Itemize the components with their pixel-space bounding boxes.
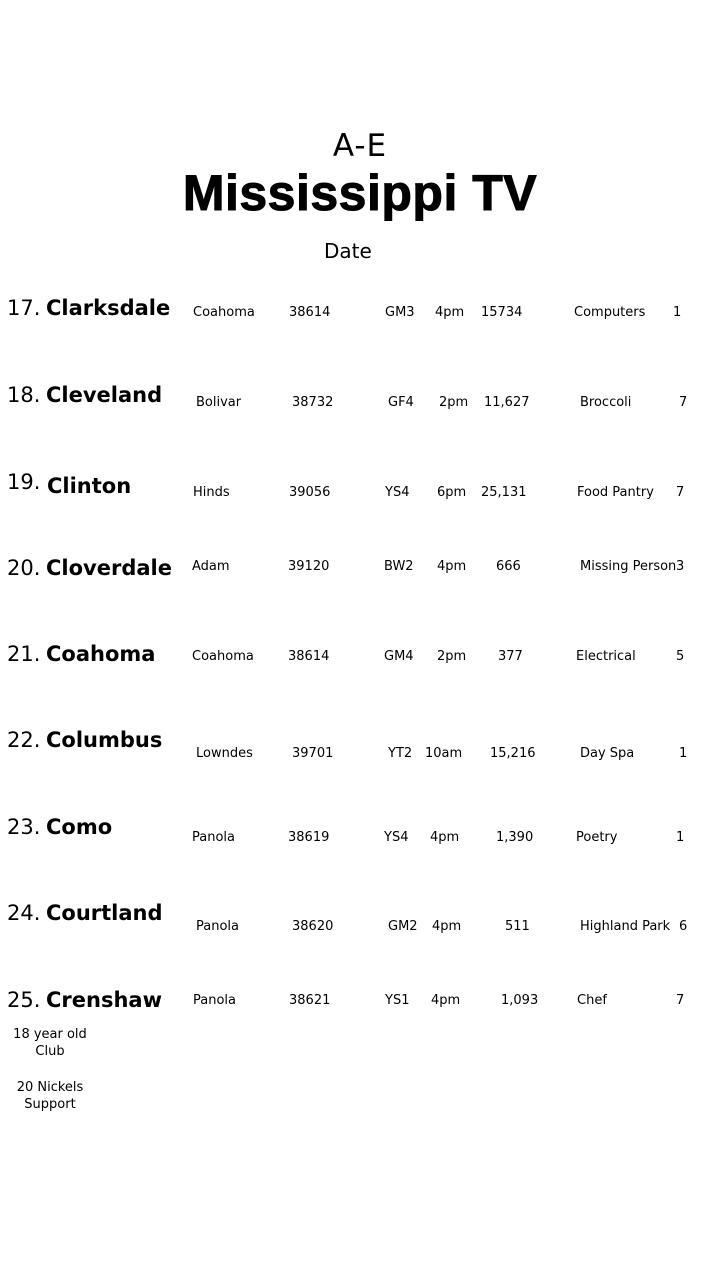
rank: 3: [676, 559, 685, 574]
population: 666: [496, 559, 521, 574]
code: GM2: [388, 919, 418, 934]
note-club: [8, 1026, 92, 1060]
row-number: 22.: [7, 728, 41, 752]
time: 2pm: [437, 649, 467, 664]
row-number: 24.: [7, 901, 41, 925]
population: 377: [498, 649, 523, 664]
rank: 1: [673, 305, 682, 320]
time: 4pm: [431, 993, 461, 1008]
population: 1,390: [496, 830, 534, 845]
rank: 7: [676, 485, 685, 500]
rank: 1: [679, 746, 688, 761]
zip-code: 39056: [289, 485, 331, 500]
topic: Chef: [577, 993, 607, 1008]
population: 15734: [481, 305, 523, 320]
zip-code: 39701: [292, 746, 334, 761]
table-row: [0, 296, 720, 336]
note-club-line1: 18 year old: [13, 1027, 87, 1042]
zip-code: 38620: [292, 919, 334, 934]
city-name: Cleveland: [46, 383, 163, 407]
population: 15,216: [490, 746, 536, 761]
rank: 6: [679, 919, 688, 934]
table-row: [0, 728, 720, 768]
note-support-line1: 20 Nickels: [16, 1080, 84, 1095]
zip-code: 38614: [288, 649, 330, 664]
population: 1,093: [501, 993, 539, 1008]
city-name: Courtland: [46, 901, 163, 925]
page-subtitle: A-E: [332, 128, 388, 164]
zip-code: 38619: [288, 830, 330, 845]
row-number: 25.: [7, 988, 41, 1012]
table-row: [0, 556, 720, 596]
county: Panola: [196, 919, 239, 934]
code: GM4: [384, 649, 414, 664]
time: 4pm: [430, 830, 460, 845]
page-title: Mississippi TV: [182, 165, 538, 221]
code: YT2: [388, 746, 413, 761]
county: Panola: [193, 993, 236, 1008]
topic: Missing Person: [580, 559, 677, 574]
time: 2pm: [439, 395, 469, 410]
code: YS4: [385, 485, 410, 500]
table-row: [0, 383, 720, 423]
zip-code: 38614: [289, 305, 331, 320]
population: 25,131: [481, 485, 527, 500]
city-name: Columbus: [46, 728, 163, 752]
row-number: 19.: [7, 470, 41, 494]
time: 6pm: [437, 485, 467, 500]
population: 11,627: [484, 395, 530, 410]
rank: 7: [676, 993, 685, 1008]
rank: 7: [679, 395, 688, 410]
code: YS1: [385, 993, 410, 1008]
city-name: Cloverdale: [46, 556, 172, 580]
topic: Computers: [574, 305, 646, 320]
row-number: 23.: [7, 815, 41, 839]
row-number: 21.: [7, 642, 41, 666]
table-row: [0, 815, 720, 855]
time: 10am: [425, 746, 463, 761]
note-support: [8, 1079, 92, 1113]
topic: Broccoli: [580, 395, 632, 410]
city-name: Como: [46, 815, 113, 839]
topic: Day Spa: [580, 746, 635, 761]
city-name: Coahoma: [46, 642, 156, 666]
row-number: 20.: [7, 556, 41, 580]
population: 511: [505, 919, 530, 934]
topic: Highland Park: [580, 919, 671, 934]
county: Adam: [192, 559, 230, 574]
time: 4pm: [432, 919, 462, 934]
time: 4pm: [437, 559, 467, 574]
city-name: Clarksdale: [46, 296, 171, 320]
topic: Food Pantry: [577, 485, 654, 500]
note-club-line2: Club: [35, 1044, 65, 1059]
topic: Electrical: [576, 649, 636, 664]
zip-code: 38732: [292, 395, 334, 410]
county: Coahoma: [193, 305, 255, 320]
county: Bolivar: [196, 395, 242, 410]
table-row: [0, 988, 720, 1028]
city-name: Crenshaw: [46, 988, 162, 1012]
row-number: 18.: [7, 383, 41, 407]
code: GF4: [388, 395, 414, 410]
county: Coahoma: [192, 649, 254, 664]
county: Lowndes: [196, 746, 253, 761]
table-row: [0, 470, 720, 510]
county: Hinds: [193, 485, 230, 500]
zip-code: 39120: [288, 559, 330, 574]
rank: 5: [676, 649, 685, 664]
time: 4pm: [435, 305, 465, 320]
row-number: 17.: [7, 296, 41, 320]
rank: 1: [676, 830, 685, 845]
zip-code: 38621: [289, 993, 331, 1008]
code: GM3: [385, 305, 415, 320]
topic: Poetry: [576, 830, 618, 845]
table-row: [0, 642, 720, 682]
code: BW2: [384, 559, 414, 574]
county: Panola: [192, 830, 235, 845]
city-name: Clinton: [47, 474, 132, 498]
note-support-line2: Support: [24, 1097, 76, 1112]
code: YS4: [384, 830, 409, 845]
date-label: Date: [324, 239, 372, 263]
table-row: [0, 901, 720, 941]
